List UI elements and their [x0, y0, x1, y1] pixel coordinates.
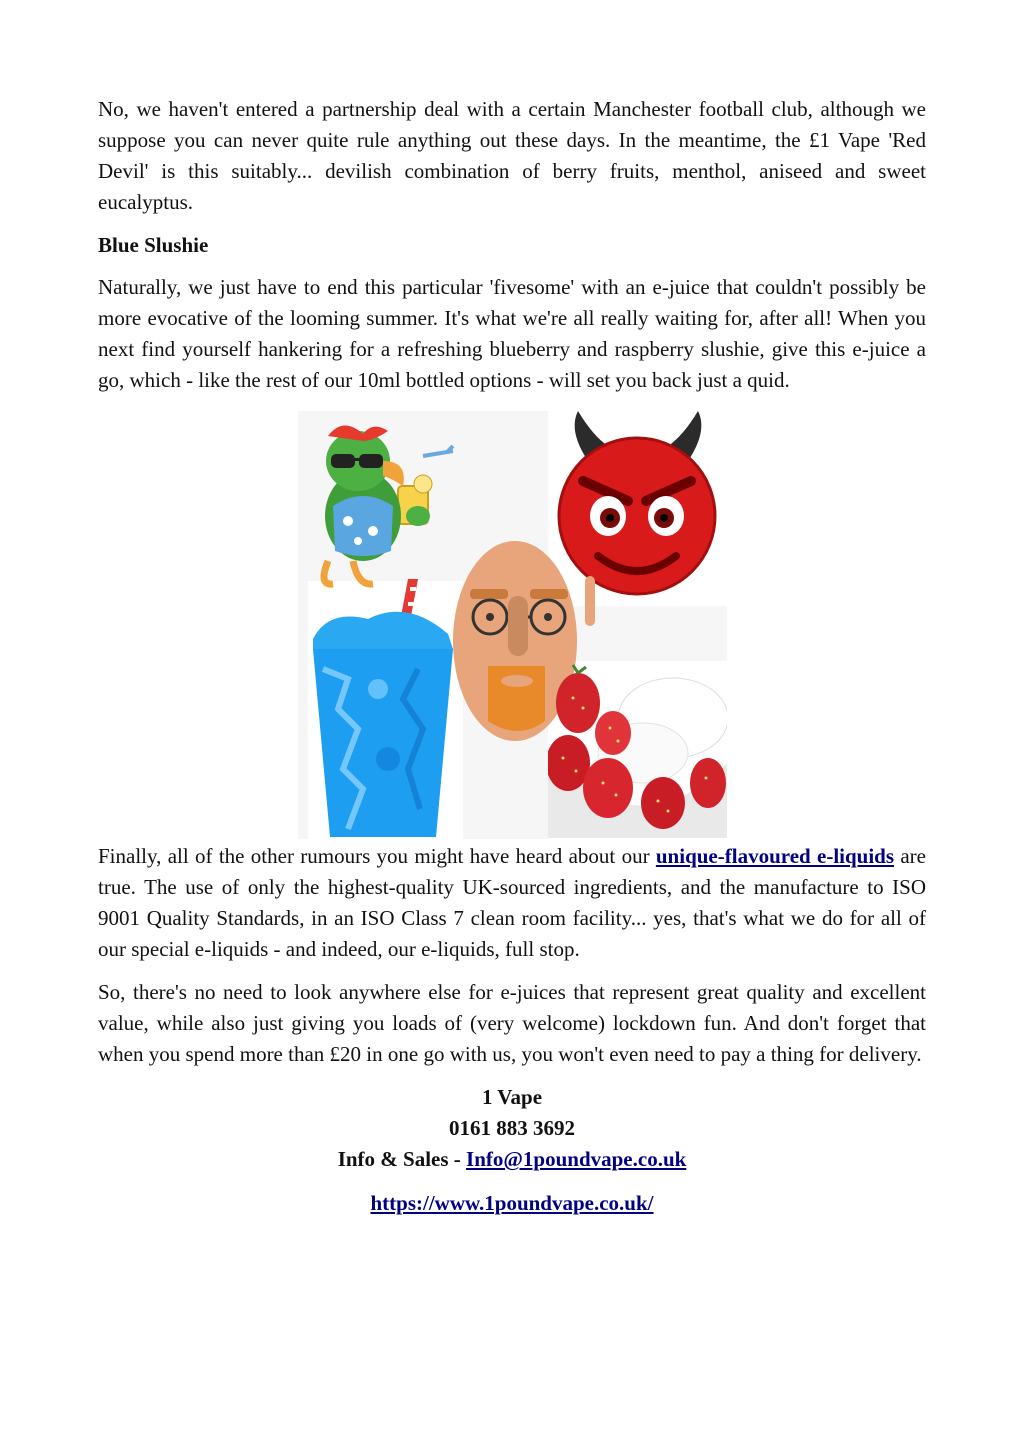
contact-block	[98, 1082, 926, 1219]
paragraph-finally-intro: Finally, all of the other rumours you might have heard about our	[98, 844, 656, 868]
website-link[interactable]: https://www.1poundvape.co.uk/	[370, 1191, 654, 1215]
paragraph-blue-slushie: Naturally, we just have to end this particular 'fivesome' with an e-juice that couldn't possibly be more evocative of the looming summer. It's what we're all really waiting for, after all! When you next find yourself hankering for a refreshing blueberry and raspberry slushie, give this e-juice a go, which - like the rest of our 10ml bottled options - will set you back just a quid.	[98, 275, 926, 392]
strawberries-cream-icon	[548, 663, 727, 838]
email-line	[98, 1144, 926, 1175]
parrot-with-drink-icon	[303, 416, 473, 591]
paragraph-finally-rest: are true. The use of only the highest-quality UK-sourced ingredients, and the manufacture to ISO 9001 Quality Standards, in an ISO Class 7 clean room facility... yes, that's what we do for all of our special e-liquids - and indeed, our e-liquids, full stop.	[98, 844, 926, 961]
company-name: 1 Vape	[481, 1085, 543, 1109]
email-link[interactable]: Info@1poundvape.co.uk	[466, 1147, 687, 1171]
paragraph-finally	[98, 841, 926, 965]
heading-blue-slushie: Blue Slushie	[98, 233, 209, 257]
unique-flavoured-eliquids-link[interactable]: unique-flavoured e-liquids	[655, 844, 895, 868]
paragraph-red-devil: No, we haven't entered a partnership deal with a certain Manchester football club, although we suppose you can never quite rule anything out these days. In the meantime, the £1 Vape 'Red Devil' is this suitably... devilish combination of berry fruits, menthol, aniseed and sweet eucalyptus.	[98, 97, 926, 214]
email-label: Info & Sales -	[337, 1147, 467, 1171]
paragraph-closing: So, there's no need to look anywhere else for e-juices that represent great quality and excellent value, while also just giving you loads of (very welcome) lockdown fun. And don't forget that when you spend more than £20 in one go with us, you won't even need to pay a thing for delivery.	[98, 980, 926, 1066]
blue-slushie-cup-icon	[308, 579, 458, 839]
document-page	[98, 94, 926, 1219]
flavour-collage-image	[298, 411, 727, 839]
phone-number: 0161 883 3692	[449, 1116, 575, 1140]
